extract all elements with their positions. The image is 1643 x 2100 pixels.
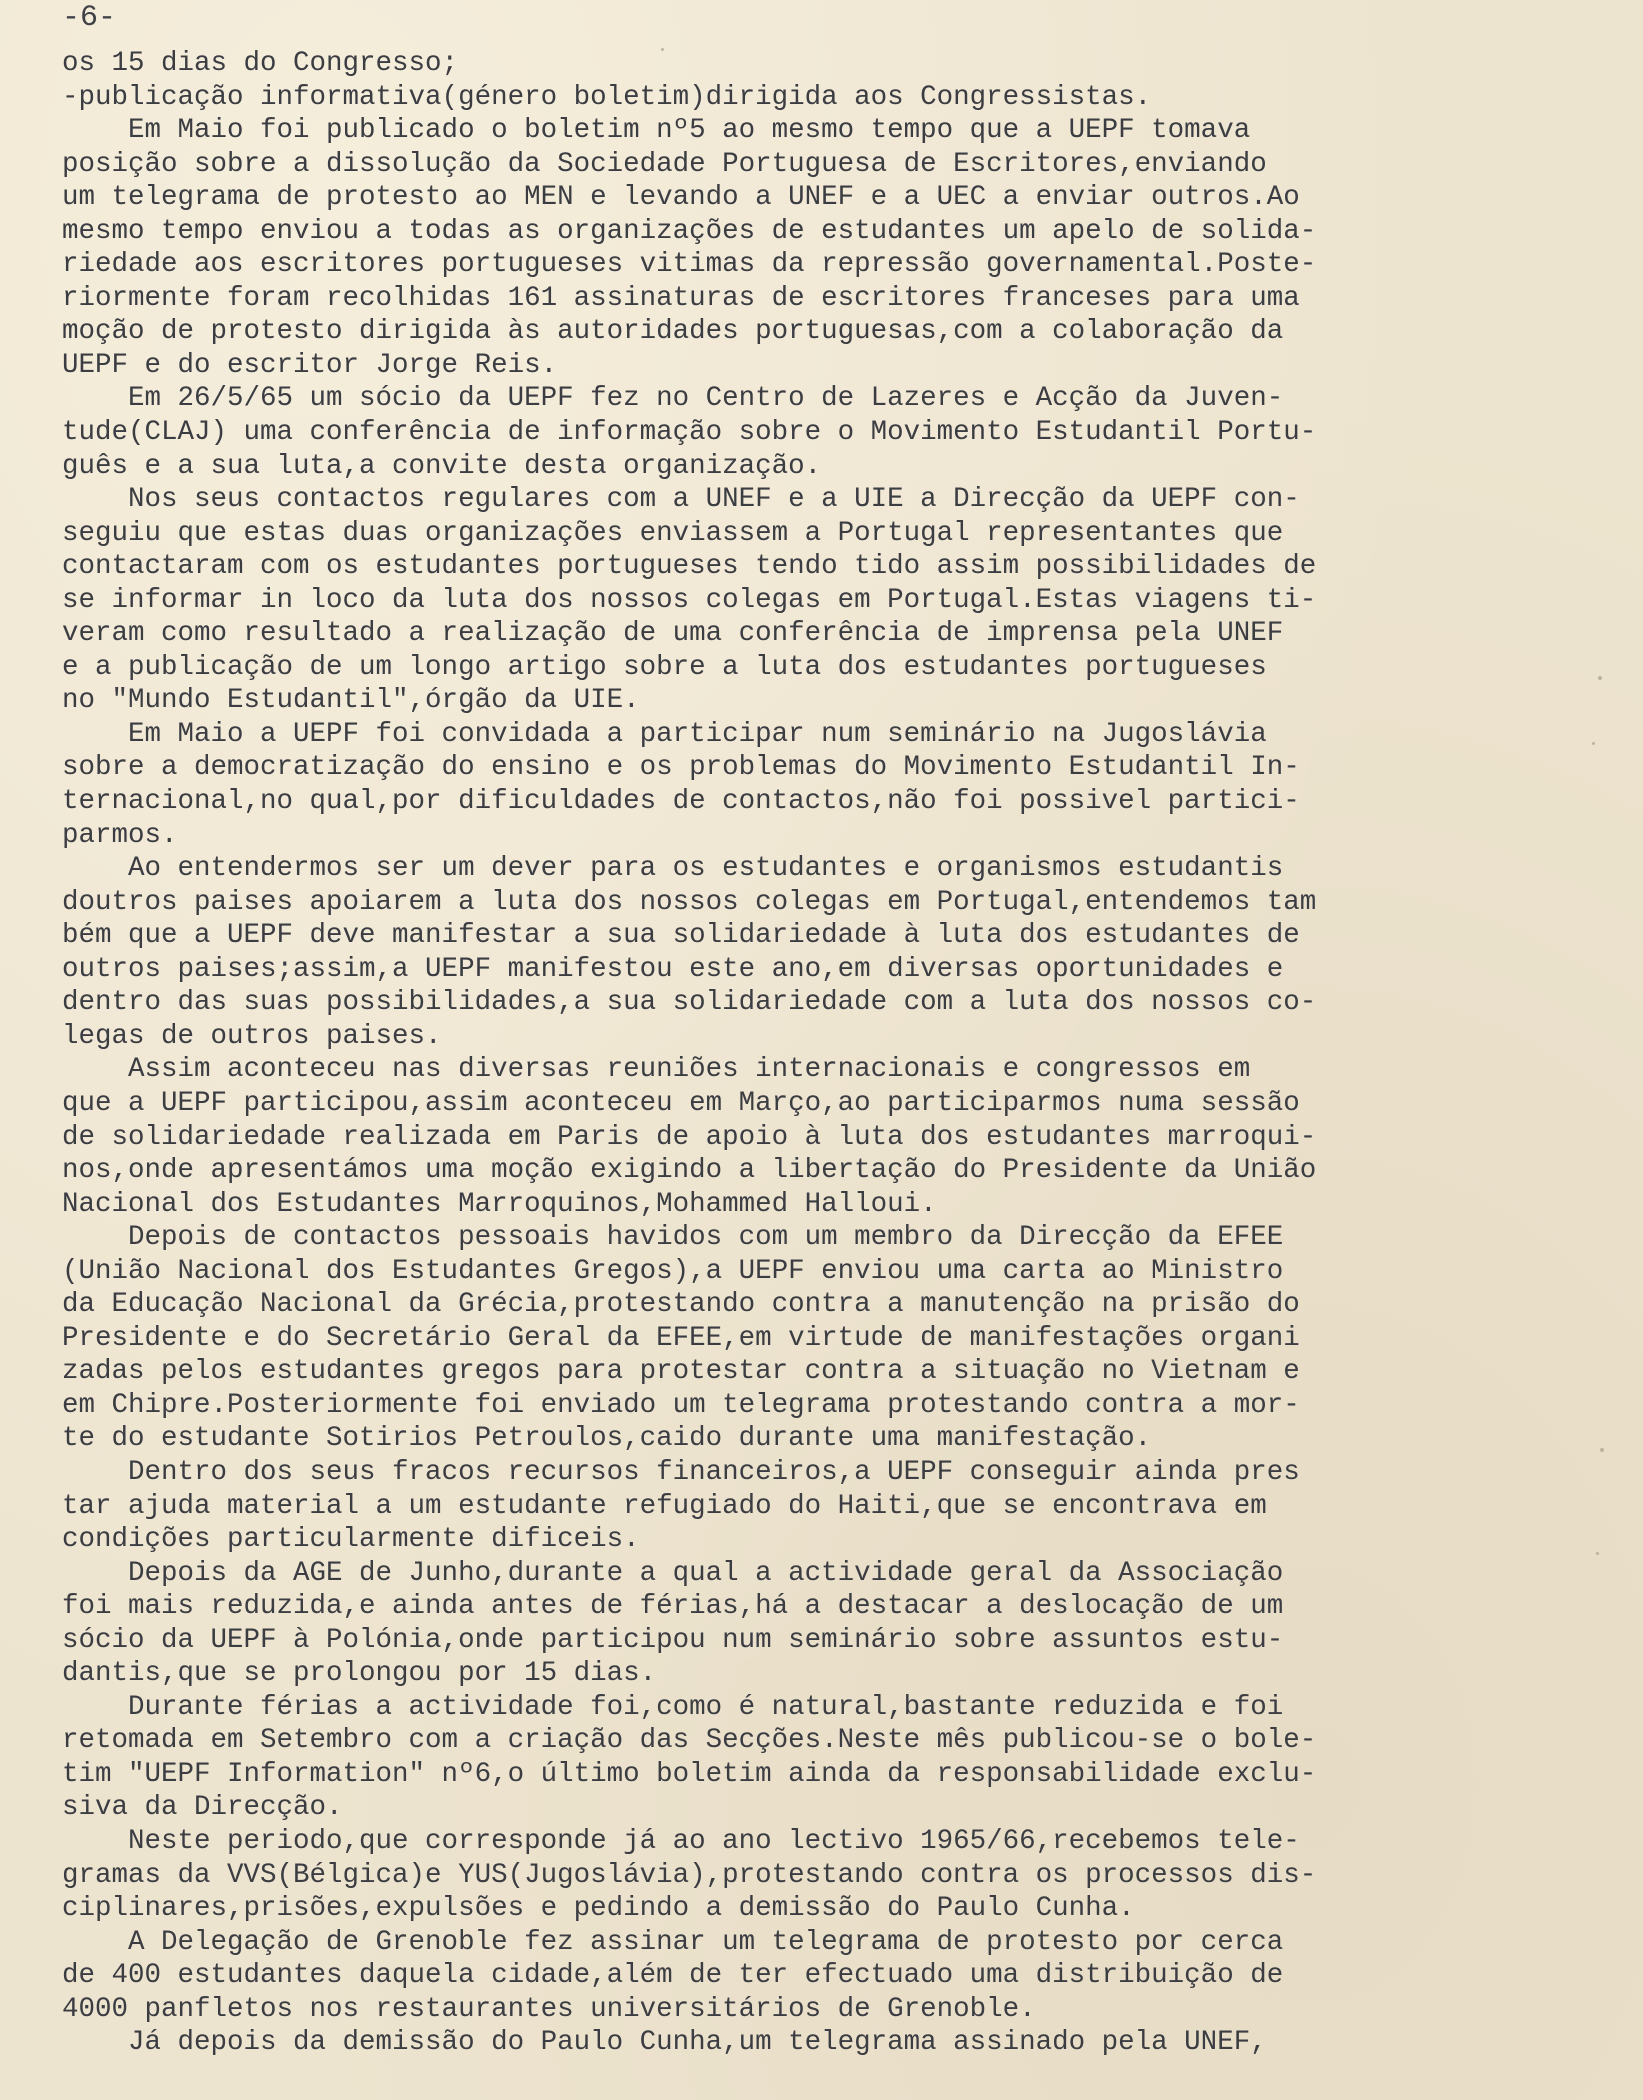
text-line: de 400 estudantes daquela cidade,além de ter efectuado uma distribuição de [62, 1960, 1284, 1992]
text-line: siva da Direcção. [62, 1792, 343, 1824]
text-line: tim "UEPF Information" nº6,o último boletim ainda da responsabilidade exclu- [62, 1758, 1317, 1790]
text-line: tude(CLAJ) uma conferência de informação sobre o Movimento Estudantil Portu- [62, 417, 1317, 449]
text-line: e a publicação de um longo artigo sobre a luta dos estudantes portugueses [62, 651, 1267, 683]
paper-speck [1598, 676, 1602, 680]
text-line: em Chipre.Posteriormente foi enviado um telegrama protestando contra a mor- [62, 1389, 1300, 1421]
text-line: ciplinares,prisões,expulsões e pedindo a demissão do Paulo Cunha. [62, 1893, 1135, 1925]
text-line: dentro das suas possibilidades,a sua solidariedade com a luta dos nossos co- [62, 987, 1317, 1019]
text-line: Nacional dos Estudantes Marroquinos,Mohammed Halloui. [62, 1188, 937, 1220]
text-line: moção de protesto dirigida às autoridades portuguesas,com a colaboração da [62, 316, 1284, 348]
text-line: Durante férias a actividade foi,como é natural,bastante reduzida e foi [62, 1691, 1284, 1723]
text-line: de solidariedade realizada em Paris de apoio à luta dos estudantes marroqui- [62, 1121, 1317, 1153]
text-line: A Delegação de Grenoble fez assinar um telegrama de protesto por cerca [62, 1926, 1284, 1958]
text-line: foi mais reduzida,e ainda antes de férias,há a destacar a deslocação de um [62, 1591, 1284, 1623]
text-line: (União Nacional dos Estudantes Gregos),a UEPF enviou uma carta ao Ministro [62, 1255, 1284, 1287]
text-line: outros paises;assim,a UEPF manifestou este ano,em diversas oportunidades e [62, 953, 1284, 985]
text-line: legas de outros paises. [62, 1020, 442, 1052]
text-line: Presidente e do Secretário Geral da EFEE,em virtude de manifestações organi [62, 1322, 1300, 1354]
text-line: guês e a sua luta,a convite desta organização. [62, 450, 822, 482]
text-line: veram como resultado a realização de uma conferência de imprensa pela UNEF [62, 618, 1284, 650]
text-line: Depois da AGE de Junho,durante a qual a actividade geral da Associação [62, 1557, 1284, 1589]
text-line: retomada em Setembro com a criação das Secções.Neste mês publicou-se o bole- [62, 1725, 1317, 1757]
text-line: -publicação informativa(género boletim)dirigida aos Congressistas. [62, 81, 1152, 113]
paper-speck [1596, 1552, 1599, 1555]
text-line: Neste periodo,que corresponde já ao ano lectivo 1965/66,recebemos tele- [62, 1825, 1300, 1857]
text-line: riormente foram recolhidas 161 assinaturas de escritores franceses para uma [62, 282, 1300, 314]
text-line: 4000 panfletos nos restaurantes universitários de Grenoble. [62, 1993, 1036, 2025]
text-line: zadas pelos estudantes gregos para protestar contra a situação no Vietnam e [62, 1356, 1300, 1388]
text-line: os 15 dias do Congresso; [62, 48, 459, 79]
text-line: gramas da VVS(Bélgica)e YUS(Jugoslávia),protestando contra os processos dis- [62, 1859, 1317, 1891]
text-line: bém que a UEPF deve manifestar a sua solidariedade à luta dos estudantes de [62, 920, 1300, 952]
text-line: ternacional,no qual,por dificuldades de contactos,não foi possivel partici- [62, 786, 1300, 818]
text-line: Em Maio foi publicado o boletim nº5 ao mesmo tempo que a UEPF tomava [62, 115, 1251, 147]
text-line: seguiu que estas duas organizações enviassem a Portugal representantes que [62, 517, 1284, 549]
text-line: um telegrama de protesto ao MEN e levando a UNEF e a UEC a enviar outros.Ao [62, 182, 1300, 214]
text-line: Dentro dos seus fracos recursos financeiros,a UEPF conseguir ainda pres [62, 1456, 1300, 1488]
text-line: parmos. [62, 819, 178, 851]
text-line: mesmo tempo enviou a todas as organizações de estudantes um apelo de solida- [62, 215, 1317, 247]
text-line: contactaram com os estudantes portugueses tendo tido assim possibilidades de [62, 551, 1317, 583]
document-body [62, 47, 1607, 2060]
text-line: posição sobre a dissolução da Sociedade Portuguesa de Escritores,enviando [62, 148, 1267, 180]
text-line: que a UEPF participou,assim aconteceu em Março,ao participarmos numa sessão [62, 1087, 1300, 1119]
text-line: Nos seus contactos regulares com a UNEF e a UIE a Direcção da UEPF con- [62, 484, 1300, 516]
text-line: Em 26/5/65 um sócio da UEPF fez no Centro de Lazeres e Acção da Juven- [62, 383, 1284, 415]
text-line: da Educação Nacional da Grécia,protestando contra a manutenção na prisão do [62, 1289, 1300, 1321]
text-line: Assim aconteceu nas diversas reuniões internacionais e congressos em [62, 1054, 1251, 1086]
text-line: dantis,que se prolongou por 15 dias. [62, 1658, 657, 1690]
text-line: riedade aos escritores portugueses vitimas da repressão governamental.Poste- [62, 249, 1317, 281]
text-line: UEPF e do escritor Jorge Reis. [62, 349, 558, 381]
text-line: te do estudante Sotirios Petroulos,caido durante uma manifestação. [62, 1423, 1152, 1455]
text-line: Depois de contactos pessoais havidos com um membro da Direcção da EFEE [62, 1222, 1284, 1254]
text-line: se informar in loco da luta dos nossos colegas em Portugal.Estas viagens ti- [62, 584, 1317, 616]
text-line: sócio da UEPF à Polónia,onde participou num seminário sobre assuntos estu- [62, 1624, 1284, 1656]
text-line: Ao entendermos ser um dever para os estudantes e organismos estudantis [62, 853, 1284, 885]
paper-speck [1592, 742, 1595, 745]
text-line: doutros paises apoiarem a luta dos nossos colegas em Portugal,entendemos tam [62, 886, 1317, 918]
text-line: condições particularmente dificeis. [62, 1524, 640, 1556]
text-line: nos,onde apresentámos uma moção exigindo a libertação do Presidente da União [62, 1155, 1317, 1187]
text-line: Já depois da demissão do Paulo Cunha,um telegrama assinado pela UNEF, [62, 2027, 1267, 2059]
text-line: no "Mundo Estudantil",órgão da UIE. [62, 685, 640, 717]
page-number: -6- [62, 1, 117, 35]
text-line: tar ajuda material a um estudante refugiado do Haiti,que se encontrava em [62, 1490, 1267, 1522]
text-line: sobre a democratização do ensino e os problemas do Movimento Estudantil In- [62, 752, 1300, 784]
paper-speck [1600, 1448, 1604, 1452]
paper-speck [661, 48, 664, 51]
text-line: Em Maio a UEPF foi convidada a participar num seminário na Jugoslávia [62, 718, 1267, 750]
